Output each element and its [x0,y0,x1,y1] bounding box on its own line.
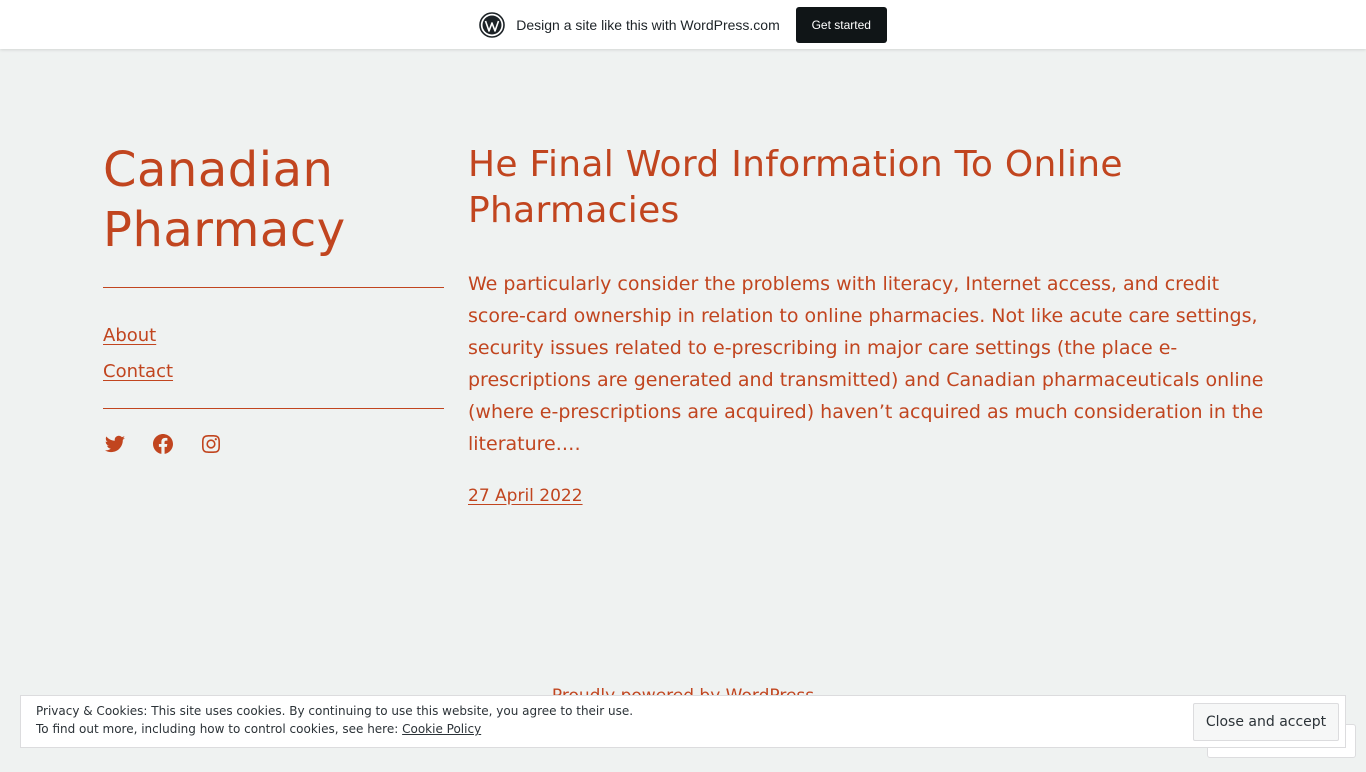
cookie-text-prefix: To find out more, including how to control cookies, see here: [36,722,399,736]
social-links [103,432,223,456]
wordpress-banner [0,0,1366,49]
nav-item-contact[interactable]: Contact [103,361,174,382]
twitter-icon[interactable] [103,432,127,456]
post-excerpt: We particularly consider the problems with literacy, Internet access, and credit score-card ownership in relation to online pharmacies. Not like acute care settings, security issues related to e-prescribing in major care settings (the place e-prescriptions are generated and transmitted) and Canadian pharmaceuticals online (where e-prescriptions are acquired) haven’t acquired as much consideration in the literature.… [468,273,1264,455]
cookie-text-more [36,722,481,736]
cookie-policy-link[interactable]: Cookie Policy [402,722,482,736]
banner-text: Design a site like this with WordPress.com [516,16,780,33]
post-title[interactable]: He Final Word Information To Online Pharmacies [468,144,1123,231]
post-date[interactable]: 27 April 2022 [468,486,583,506]
sidebar-divider-top [103,287,444,288]
sidebar-divider-bottom [103,408,444,409]
get-started-button[interactable]: Get started [796,7,887,43]
instagram-icon[interactable] [199,432,223,456]
close-and-accept-button[interactable]: Close and accept [1193,703,1339,741]
facebook-icon[interactable] [151,432,175,456]
post-entry [468,142,1268,506]
sidebar [103,140,444,382]
wordpress-logo-icon[interactable] [479,12,505,38]
site-title[interactable]: Canadian Pharmacy [103,142,346,258]
primary-nav [103,318,173,390]
cookie-banner [20,695,1346,748]
cookie-text: Privacy & Cookies: This site uses cookies. By continuing to use this website, you agree to their use. [36,704,634,718]
nav-item-about[interactable]: About [103,325,157,346]
